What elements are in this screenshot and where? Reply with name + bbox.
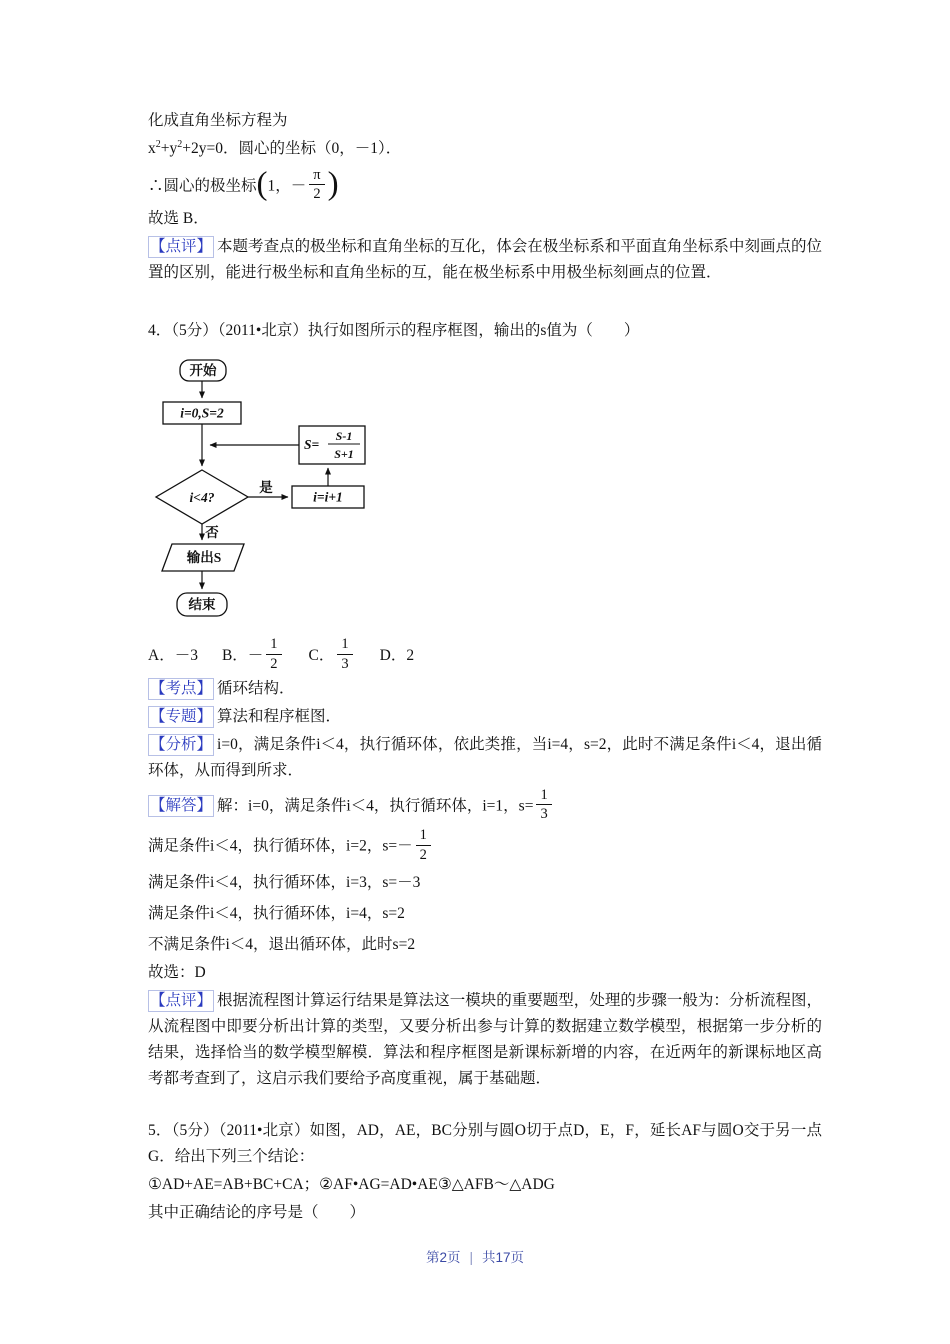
page-total: 共17页 [482,1250,525,1265]
kaodian-tag: 【考点】 [148,678,214,700]
option-c [308,636,356,672]
exponent: 2 [155,138,161,150]
problem5 [148,1118,822,1226]
increment-label: i=i+1 [313,489,343,505]
problem4 [148,318,822,1091]
dianping-tag: 【点评】 [148,990,214,1012]
dianping-text: 根据流程图计算运行结果是算法这一模块的重要题型，处理的步骤一般为：分析流程图，从流程图中即要分析出计算的类型，又要分析出参与计算的数据建立数学模型，根据第一步分析的结果，选择恰当的数学模型解模．算法和程序框图是新课标新增的内容，在近两年的新课标地区高考都考查到了，这启示我们要给予高度重视，属于基础题． [148,991,822,1087]
option-d: D．2 [379,646,415,664]
equation-term: x [148,140,156,157]
equation-term: +y [160,140,178,157]
footer-separator: | [469,1250,473,1265]
option-c-text: C． [308,646,335,664]
answer-line: 故选 B． [148,210,209,228]
problem5-conclusions: ①AD+AE=AB+BC+CA；②AF•AG=AD•AE③△AFB～△ADG [148,1175,555,1193]
jieda-tag: 【解答】 [148,795,214,817]
numerator: 1 [536,787,551,805]
loop-step-4: 满足条件i＜4，执行循环体，i=4，s=2 [148,904,405,922]
option-b-text: B．－ [221,646,264,664]
option-b [221,636,285,672]
denominator: 3 [540,806,548,823]
decision-label: i<4? [189,490,215,506]
numerator: 1 [266,636,281,654]
program-flowchart [150,356,582,624]
comment-tag: 【点评】 [148,236,214,258]
problem3-solution [148,108,822,286]
exponent: 2 [177,138,183,150]
fenxi-paragraph [148,732,822,784]
option-a: A．－3 [148,646,198,664]
solution-text-line: 化成直角坐标方程为 [148,112,288,129]
yes-label: 是 [259,480,273,496]
one-half-fraction [266,636,281,671]
problem4-title: 4．（5分）（2011•北京）执行如图所示的程序框图，输出的s值为（ ） [148,322,640,340]
flowchart-canvas [150,356,582,624]
update-denominator: S+1 [334,447,354,462]
polar-coordinate-line [148,165,822,204]
loop-step-2 [148,829,822,864]
end-label: 结束 [188,597,216,613]
loop-step-3: 满足条件i＜4，执行循环体，i=3，s=－3 [148,873,421,891]
polar-value: 1，－ [267,177,307,195]
problem5-question: 其中正确结论的序号是（ ） [148,1203,366,1221]
denominator: 2 [270,655,278,672]
answer-line: 故选：D [148,963,206,981]
page-number: 第2页 [425,1250,461,1265]
fenxi-tag: 【分析】 [148,734,214,756]
update-label-prefix: S= [304,437,320,453]
loop-step-5: 不满足条件i＜4，退出循环体，此时s=2 [148,935,416,953]
comment-paragraph [148,234,822,286]
zhuanti-tag: 【专题】 [148,706,214,728]
no-label: 否 [205,525,219,541]
kaodian-text: 循环结构． [217,679,295,697]
init-label: i=0,S=2 [180,405,224,421]
right-paren: ) [327,165,339,202]
jieda-text: 解：i=0，满足条件i＜4，执行循环体，i=1，s= [217,797,534,815]
dianping-paragraph [148,988,822,1092]
step-text: 满足条件i＜4，执行循环体，i=2，s=－ [148,837,413,855]
kaodian-line [148,676,822,702]
polar-text: ∴圆心的极坐标 [148,177,257,195]
one-third-fraction [337,636,352,671]
fenxi-text: i=0，满足条件i＜4，执行循环体，依此类推，当i=4，s=2，此时不满足条件i＜4，退出循环体，从而得到所求． [148,735,822,779]
numerator: π [309,167,324,185]
one-third-fraction [536,787,551,822]
jieda-line [148,786,822,824]
page-footer [0,1246,950,1266]
zhuanti-line [148,704,822,730]
denominator: 2 [419,846,427,863]
equation-term: +2y=0．圆心的坐标（0，－1）． [182,140,402,157]
one-half-fraction [416,827,431,862]
start-label: 开始 [189,363,217,379]
update-numerator: S-1 [335,429,353,444]
numerator: 1 [337,636,352,654]
problem5-title: 5．（5分）（2011•北京）如图，AD，AE，BC分别与圆O切于点D，E，F，延长AF与圆O交于另一点G．给出下列三个结论： [148,1121,823,1165]
comment-text: 本题考查点的极坐标和直角坐标的互化，体会在极坐标系和平面直角坐标系中刻画点的位置的区别，能进行极坐标和直角坐标的互，能在极坐标系中用极坐标刻画点的位置． [148,238,822,282]
numerator: 1 [416,827,431,845]
denominator: 3 [341,655,349,672]
answer-options [148,638,822,673]
output-label: 输出S [186,550,222,566]
zhuanti-text: 算法和程序框图． [217,707,342,725]
left-paren: ( [256,165,268,202]
denominator: 2 [313,186,321,203]
equation-line [148,136,822,162]
pi-over-2-fraction [309,167,324,202]
